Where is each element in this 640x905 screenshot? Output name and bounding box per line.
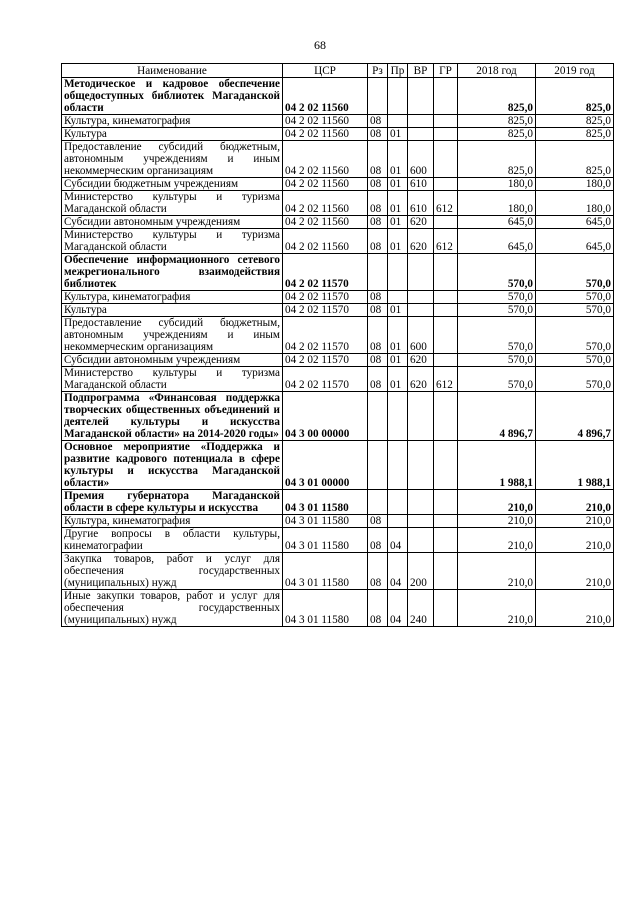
row-pr: 01 <box>388 128 408 141</box>
table-row <box>62 216 614 229</box>
row-csr: 04 3 01 11580 <box>283 590 368 627</box>
row-name: Предоставление субсидий бюджетным, автономным учреждениям и иным некоммерческим организациям <box>62 141 283 178</box>
row-value-2018: 210,0 <box>458 490 536 515</box>
row-csr: 04 2 02 11570 <box>283 317 368 354</box>
row-gr <box>434 590 458 627</box>
table-row <box>62 115 614 128</box>
row-value-2019: 210,0 <box>536 590 614 627</box>
row-rz: 08 <box>368 553 388 590</box>
row-rz <box>368 254 388 291</box>
row-csr: 04 2 02 11570 <box>283 354 368 367</box>
row-csr: 04 2 02 11570 <box>283 367 368 392</box>
row-rz: 08 <box>368 115 388 128</box>
row-pr: 04 <box>388 553 408 590</box>
row-pr <box>388 490 408 515</box>
row-gr <box>434 392 458 441</box>
row-pr <box>388 392 408 441</box>
row-value-2019: 1 988,1 <box>536 441 614 490</box>
row-value-2019: 645,0 <box>536 216 614 229</box>
table-row <box>62 141 614 178</box>
row-value-2019: 570,0 <box>536 254 614 291</box>
row-value-2019: 180,0 <box>536 178 614 191</box>
header-csr: ЦСР <box>283 64 368 78</box>
row-pr: 01 <box>388 191 408 216</box>
header-2019: 2019 год <box>536 64 614 78</box>
table-row <box>62 392 614 441</box>
row-rz: 08 <box>368 515 388 528</box>
row-value-2018: 180,0 <box>458 178 536 191</box>
row-value-2018: 825,0 <box>458 141 536 178</box>
row-vr: 620 <box>408 216 434 229</box>
header-gr: ГР <box>434 64 458 78</box>
header-vr: ВР <box>408 64 434 78</box>
table-row <box>62 590 614 627</box>
table-row <box>62 254 614 291</box>
row-value-2019: 825,0 <box>536 128 614 141</box>
row-pr: 01 <box>388 367 408 392</box>
row-value-2019: 570,0 <box>536 304 614 317</box>
row-rz <box>368 78 388 115</box>
header-rz: Рз <box>368 64 388 78</box>
row-pr: 01 <box>388 354 408 367</box>
row-name: Подпрограмма «Финансовая поддержка творческих общественных объединений и деятелей культуры и искусства Магаданской области» на 2014-2020 годы» <box>62 392 283 441</box>
row-value-2019: 825,0 <box>536 78 614 115</box>
row-gr <box>434 291 458 304</box>
row-name: Субсидии автономным учреждениям <box>62 354 283 367</box>
row-rz: 08 <box>368 229 388 254</box>
table-row <box>62 178 614 191</box>
row-gr <box>434 304 458 317</box>
table-header-row <box>62 64 614 78</box>
row-rz: 08 <box>368 304 388 317</box>
row-name: Министерство культуры и туризма Магаданской области <box>62 367 283 392</box>
row-name: Обеспечение информационного сетевого межрегионального взаимодействия библиотек <box>62 254 283 291</box>
row-value-2018: 180,0 <box>458 191 536 216</box>
table-body <box>62 78 614 627</box>
row-name: Культура, кинематография <box>62 515 283 528</box>
row-value-2018: 210,0 <box>458 515 536 528</box>
row-name: Другие вопросы в области культуры, кинематографии <box>62 528 283 553</box>
row-value-2018: 570,0 <box>458 291 536 304</box>
row-pr: 01 <box>388 141 408 178</box>
row-vr: 600 <box>408 141 434 178</box>
row-name: Министерство культуры и туризма Магаданской области <box>62 229 283 254</box>
row-gr <box>434 178 458 191</box>
row-pr: 01 <box>388 216 408 229</box>
table-row <box>62 490 614 515</box>
row-name: Иные закупки товаров, работ и услуг для обеспечения государственных (муниципальных) нужд <box>62 590 283 627</box>
row-vr <box>408 128 434 141</box>
row-pr: 01 <box>388 178 408 191</box>
row-pr <box>388 115 408 128</box>
row-value-2018: 1 988,1 <box>458 441 536 490</box>
row-csr: 04 2 02 11560 <box>283 115 368 128</box>
row-value-2019: 570,0 <box>536 317 614 354</box>
row-pr <box>388 78 408 115</box>
budget-table <box>61 63 614 627</box>
row-vr <box>408 304 434 317</box>
row-vr <box>408 115 434 128</box>
row-value-2019: 825,0 <box>536 115 614 128</box>
row-vr: 610 <box>408 191 434 216</box>
row-value-2018: 210,0 <box>458 590 536 627</box>
row-rz: 08 <box>368 317 388 354</box>
row-gr: 612 <box>434 191 458 216</box>
row-vr: 600 <box>408 317 434 354</box>
row-pr: 04 <box>388 590 408 627</box>
row-rz: 08 <box>368 128 388 141</box>
row-value-2019: 570,0 <box>536 291 614 304</box>
table-row <box>62 304 614 317</box>
row-rz <box>368 441 388 490</box>
row-gr <box>434 216 458 229</box>
row-value-2019: 210,0 <box>536 528 614 553</box>
row-rz: 08 <box>368 590 388 627</box>
row-name: Культура, кинематография <box>62 291 283 304</box>
row-value-2018: 570,0 <box>458 367 536 392</box>
row-value-2018: 210,0 <box>458 528 536 553</box>
row-value-2019: 210,0 <box>536 490 614 515</box>
table-row <box>62 229 614 254</box>
row-rz <box>368 490 388 515</box>
row-vr: 200 <box>408 553 434 590</box>
table-row <box>62 191 614 216</box>
row-csr: 04 2 02 11570 <box>283 304 368 317</box>
row-csr: 04 2 02 11560 <box>283 191 368 216</box>
table-row <box>62 528 614 553</box>
table-row <box>62 354 614 367</box>
row-name: Субсидии бюджетным учреждениям <box>62 178 283 191</box>
row-gr <box>434 78 458 115</box>
row-gr <box>434 317 458 354</box>
row-rz: 08 <box>368 528 388 553</box>
row-vr <box>408 78 434 115</box>
page-number: 68 <box>314 38 326 52</box>
row-value-2018: 825,0 <box>458 78 536 115</box>
row-vr: 620 <box>408 367 434 392</box>
header-name: Наименование <box>62 64 283 78</box>
row-gr <box>434 441 458 490</box>
row-value-2018: 570,0 <box>458 317 536 354</box>
row-value-2019: 825,0 <box>536 141 614 178</box>
row-pr: 04 <box>388 528 408 553</box>
row-rz: 08 <box>368 216 388 229</box>
row-value-2018: 570,0 <box>458 254 536 291</box>
row-value-2019: 180,0 <box>536 191 614 216</box>
row-gr <box>434 254 458 291</box>
row-name: Министерство культуры и туризма Магаданской области <box>62 191 283 216</box>
table-row <box>62 553 614 590</box>
row-csr: 04 3 01 11580 <box>283 528 368 553</box>
row-name: Основное мероприятие «Поддержка и развитие кадрового потенциала в сфере культуры и искусства Магаданской области» <box>62 441 283 490</box>
row-name: Субсидии автономным учреждениям <box>62 216 283 229</box>
row-pr: 01 <box>388 304 408 317</box>
row-gr <box>434 141 458 178</box>
row-pr: 01 <box>388 229 408 254</box>
row-rz: 08 <box>368 354 388 367</box>
header-2018: 2018 год <box>458 64 536 78</box>
table-row <box>62 128 614 141</box>
row-pr <box>388 441 408 490</box>
row-csr: 04 2 02 11560 <box>283 128 368 141</box>
row-pr <box>388 291 408 304</box>
row-value-2019: 210,0 <box>536 515 614 528</box>
table-row <box>62 317 614 354</box>
row-value-2019: 4 896,7 <box>536 392 614 441</box>
row-vr: 620 <box>408 229 434 254</box>
header-pr: Пр <box>388 64 408 78</box>
row-csr: 04 2 02 11570 <box>283 254 368 291</box>
row-gr <box>434 115 458 128</box>
row-csr: 04 2 02 11570 <box>283 291 368 304</box>
table-row <box>62 441 614 490</box>
row-rz: 08 <box>368 141 388 178</box>
row-gr <box>434 490 458 515</box>
row-rz: 08 <box>368 291 388 304</box>
row-name: Предоставление субсидий бюджетным, автономным учреждениям и иным некоммерческим организациям <box>62 317 283 354</box>
row-rz: 08 <box>368 178 388 191</box>
row-vr <box>408 528 434 553</box>
row-csr: 04 3 01 11580 <box>283 553 368 590</box>
row-value-2019: 570,0 <box>536 367 614 392</box>
table-row <box>62 291 614 304</box>
row-vr: 240 <box>408 590 434 627</box>
row-gr: 612 <box>434 367 458 392</box>
row-value-2018: 210,0 <box>458 553 536 590</box>
row-value-2018: 570,0 <box>458 304 536 317</box>
row-gr <box>434 354 458 367</box>
row-value-2019: 210,0 <box>536 553 614 590</box>
row-vr <box>408 515 434 528</box>
row-vr <box>408 490 434 515</box>
row-name: Культура <box>62 128 283 141</box>
row-rz <box>368 392 388 441</box>
row-pr <box>388 254 408 291</box>
row-csr: 04 3 01 00000 <box>283 441 368 490</box>
row-name: Культура, кинематография <box>62 115 283 128</box>
row-value-2019: 570,0 <box>536 354 614 367</box>
row-value-2018: 645,0 <box>458 216 536 229</box>
table-row <box>62 367 614 392</box>
row-csr: 04 2 02 11560 <box>283 229 368 254</box>
row-csr: 04 2 02 11560 <box>283 141 368 178</box>
row-name: Культура <box>62 304 283 317</box>
row-vr: 620 <box>408 354 434 367</box>
table-row <box>62 515 614 528</box>
row-name: Закупка товаров, работ и услуг для обеспечения государственных (муниципальных) нужд <box>62 553 283 590</box>
row-vr <box>408 441 434 490</box>
row-gr: 612 <box>434 229 458 254</box>
row-value-2019: 645,0 <box>536 229 614 254</box>
row-gr <box>434 553 458 590</box>
row-vr <box>408 392 434 441</box>
row-value-2018: 570,0 <box>458 354 536 367</box>
row-csr: 04 3 00 00000 <box>283 392 368 441</box>
row-gr <box>434 128 458 141</box>
row-gr <box>434 528 458 553</box>
row-name: Премия губернатора Магаданской области в сфере культуры и искусства <box>62 490 283 515</box>
row-value-2018: 645,0 <box>458 229 536 254</box>
row-vr: 610 <box>408 178 434 191</box>
row-value-2018: 825,0 <box>458 128 536 141</box>
row-pr <box>388 515 408 528</box>
row-csr: 04 2 02 11560 <box>283 216 368 229</box>
row-csr: 04 3 01 11580 <box>283 515 368 528</box>
row-gr <box>434 515 458 528</box>
row-value-2018: 825,0 <box>458 115 536 128</box>
row-rz: 08 <box>368 367 388 392</box>
row-pr: 01 <box>388 317 408 354</box>
row-rz: 08 <box>368 191 388 216</box>
row-value-2018: 4 896,7 <box>458 392 536 441</box>
row-csr: 04 2 02 11560 <box>283 78 368 115</box>
table-row <box>62 78 614 115</box>
row-name: Методическое и кадровое обеспечение общедоступных библиотек Магаданской области <box>62 78 283 115</box>
row-csr: 04 3 01 11580 <box>283 490 368 515</box>
row-csr: 04 2 02 11560 <box>283 178 368 191</box>
row-vr <box>408 291 434 304</box>
row-vr <box>408 254 434 291</box>
